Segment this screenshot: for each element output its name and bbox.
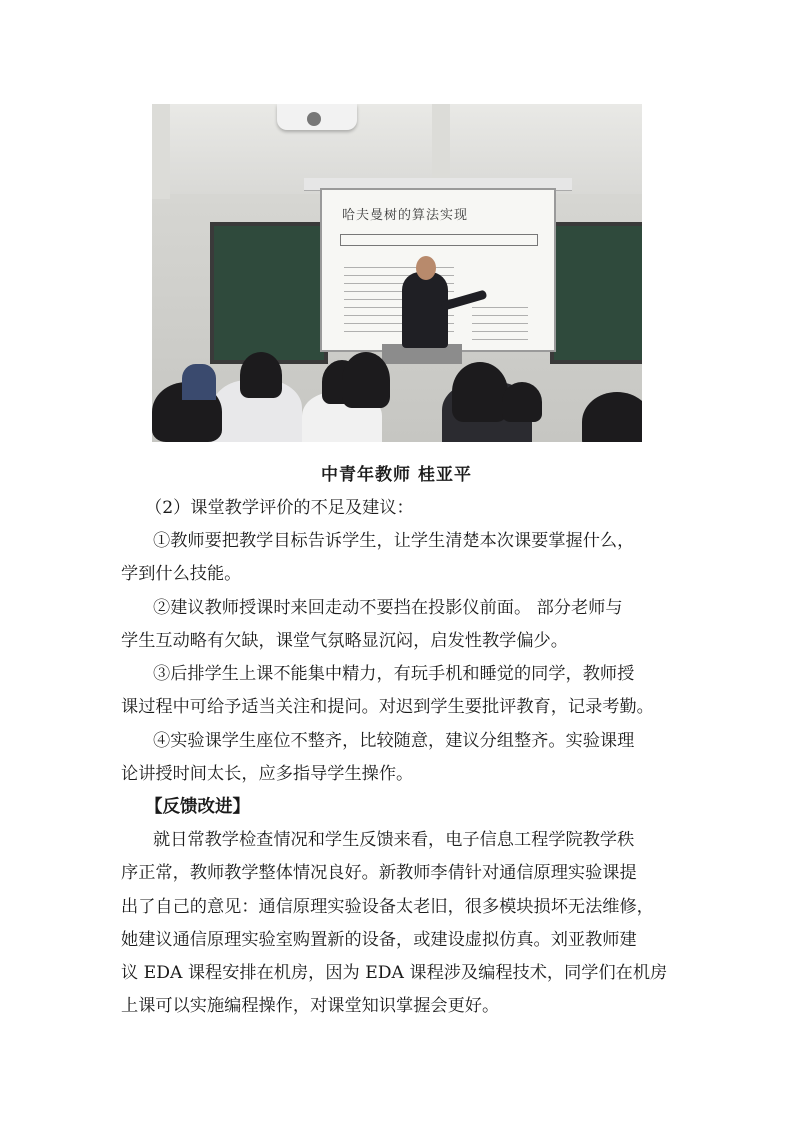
students-group — [152, 352, 642, 442]
blackboard-right — [550, 222, 642, 364]
student-head — [452, 362, 508, 422]
slide-comments — [472, 300, 528, 340]
paragraph-line: 她建议通信原理实验室购置新的设备，或建设虚拟仿真。刘亚教师建 — [121, 930, 637, 950]
paragraph-line: 论讲授时间太长，应多指导学生操作。 — [121, 764, 414, 784]
section-heading: 【反馈改进】 — [145, 797, 250, 817]
paragraph-line: 序正常，教师教学整体情况良好。新教师李倩针对通信原理实验课提 — [121, 863, 637, 883]
paragraph-line: 出了自己的意见：通信原理实验设备太老旧，很多模块损坏无法维修， — [121, 897, 654, 917]
student-head — [240, 352, 282, 398]
classroom-photo — [152, 104, 642, 442]
paragraph-line: ①教师要把教学目标告诉学生，让学生清楚本次课要掌握什么， — [153, 531, 635, 551]
projector-icon — [277, 104, 357, 130]
paragraph-line: 就日常教学检查情况和学生反馈来看，电子信息工程学院教学秩 — [153, 830, 635, 850]
backpack — [182, 364, 216, 400]
paragraph-line: ④实验课学生座位不整齐，比较随意，建议分组整齐。实验课理 — [153, 731, 635, 751]
teacher-head — [416, 256, 436, 280]
paragraph-line: 课过程中可给予适当关注和提问。对迟到学生要批评教育，记录考勤。 — [121, 697, 654, 717]
photo-caption: 中青年教师 桂亚平 — [321, 465, 472, 485]
blackboard-left — [210, 222, 328, 364]
paragraph-line: 学生互动略有欠缺，课堂气氛略显沉闷，启发性教学偏少。 — [121, 631, 568, 651]
section-title: （2）课堂教学评价的不足及建议： — [145, 498, 414, 518]
slide-table — [340, 234, 538, 246]
paragraph-line: 学到什么技能。 — [121, 564, 242, 584]
student-head — [342, 352, 390, 408]
ceiling-beam — [152, 104, 170, 199]
slide-title: 哈夫曼树的算法实现 — [342, 208, 469, 223]
paragraph-line: 上课可以实施编程操作，对课堂知识掌握会更好。 — [121, 996, 500, 1016]
student-head — [582, 392, 642, 442]
paragraph-line: 议 EDA 课程安排在机房，因为 EDA 课程涉及编程技术，同学们在机房 — [121, 963, 668, 983]
paragraph-line: ②建议教师授课时来回走动不要挡在投影仪前面。 部分老师与 — [153, 598, 623, 618]
student-head — [502, 382, 542, 422]
paragraph-line: ③后排学生上课不能集中精力，有玩手机和睡觉的同学，教师授 — [153, 664, 635, 684]
teacher-figure — [402, 272, 448, 348]
